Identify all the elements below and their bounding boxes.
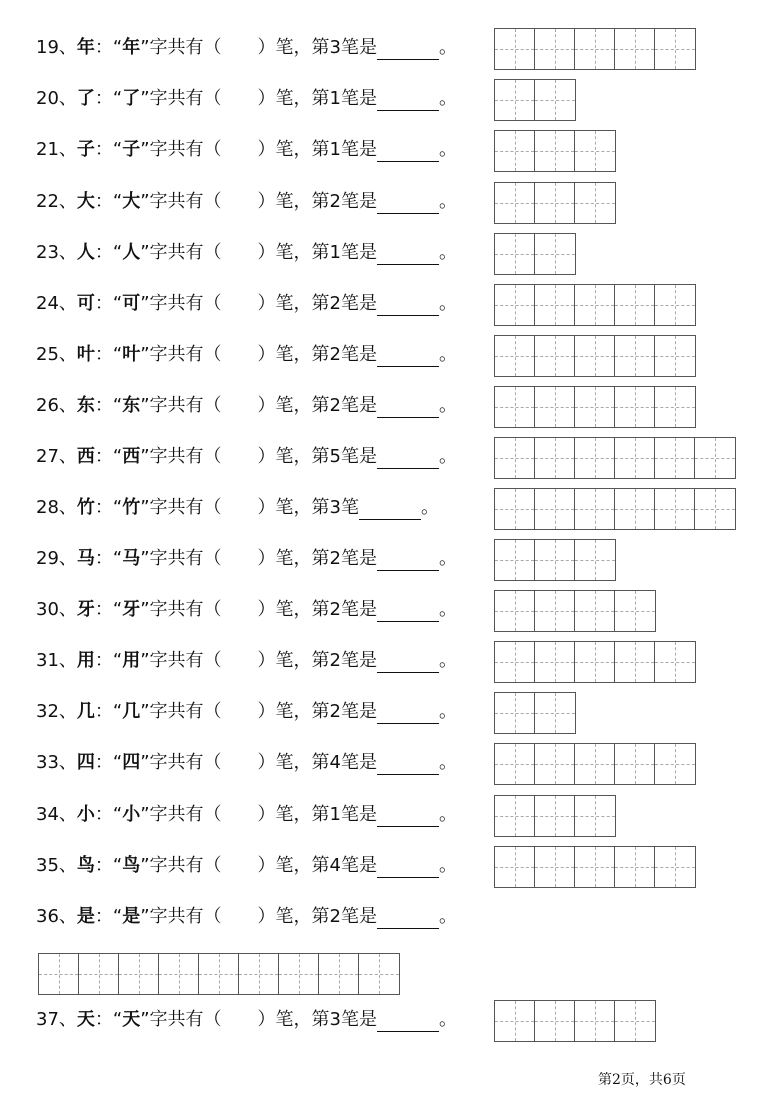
- punct-end: 。: [439, 293, 458, 314]
- grid-cell[interactable]: [615, 591, 655, 631]
- answer-blank[interactable]: [377, 246, 439, 265]
- question-prompt: ”字共有（ ）笔，第1笔是: [140, 804, 378, 825]
- question-text: [36, 751, 457, 775]
- punct: ：“: [94, 650, 123, 671]
- quoted-char: 马: [122, 548, 141, 569]
- question-row: [0, 130, 780, 170]
- question-text: [36, 854, 457, 878]
- question-prompt: ”字共有（ ）笔，第4笔是: [140, 752, 378, 773]
- question-number: 28、: [36, 497, 77, 518]
- grid-cell[interactable]: [575, 131, 615, 171]
- question-char: 几: [76, 701, 95, 722]
- question-row: [0, 590, 780, 630]
- grid-cell[interactable]: [575, 642, 615, 682]
- punct: ：“: [94, 1009, 123, 1030]
- quoted-char: 几: [122, 701, 141, 722]
- question-prompt: ”字共有（ ）笔，第5笔是: [140, 446, 378, 467]
- question-char: 牙: [76, 599, 95, 620]
- writing-grid[interactable]: [494, 335, 696, 377]
- question-row: [0, 233, 780, 273]
- writing-grid[interactable]: [494, 846, 696, 888]
- answer-blank[interactable]: [377, 603, 439, 622]
- question-text: [36, 241, 457, 265]
- writing-grid[interactable]: [494, 130, 616, 172]
- punct: ：“: [94, 344, 123, 365]
- question-char: 东: [76, 395, 95, 416]
- punct: ：“: [94, 701, 123, 722]
- question-prompt: ”字共有（ ）笔，第2笔是: [140, 191, 378, 212]
- question-text: [36, 343, 457, 367]
- question-prompt: ”字共有（ ）笔，第3笔: [140, 497, 360, 518]
- question-number: 20、: [36, 88, 77, 109]
- question-text: [36, 700, 457, 724]
- punct-end: 。: [439, 804, 458, 825]
- punct-end: 。: [439, 395, 458, 416]
- question-prompt: ”字共有（ ）笔，第2笔是: [140, 344, 378, 365]
- grid-cell[interactable]: [535, 29, 575, 69]
- quoted-char: 牙: [122, 599, 141, 620]
- writing-grid[interactable]: [494, 437, 736, 479]
- question-number: 19、: [36, 37, 77, 58]
- grid-cell[interactable]: [655, 438, 695, 478]
- writing-grid[interactable]: [494, 28, 696, 70]
- quoted-char: 鸟: [122, 855, 141, 876]
- question-number: 24、: [36, 293, 77, 314]
- grid-cell[interactable]: [575, 387, 615, 427]
- question-prompt: ”字共有（ ）笔，第2笔是: [140, 395, 378, 416]
- grid-cell[interactable]: [575, 540, 615, 580]
- question-number: 36、: [36, 906, 77, 927]
- question-text: [36, 496, 439, 520]
- quoted-char: 竹: [122, 497, 141, 518]
- quoted-char: 子: [122, 139, 141, 160]
- grid-cell[interactable]: [495, 131, 535, 171]
- grid-cell[interactable]: [535, 693, 575, 733]
- grid-cell[interactable]: [615, 29, 655, 69]
- grid-cell[interactable]: [575, 183, 615, 223]
- question-row: [0, 182, 780, 222]
- punct-end: 。: [439, 599, 458, 620]
- writing-grid[interactable]: [38, 953, 400, 995]
- answer-blank[interactable]: [377, 143, 439, 162]
- punct: ：“: [94, 497, 123, 518]
- grid-cell[interactable]: [655, 29, 695, 69]
- quoted-char: 是: [122, 906, 141, 927]
- grid-cell[interactable]: [535, 183, 575, 223]
- grid-cell[interactable]: [615, 642, 655, 682]
- punct-end: 。: [439, 446, 458, 467]
- grid-cell[interactable]: [495, 744, 535, 784]
- question-char: 是: [76, 906, 95, 927]
- answer-blank[interactable]: [377, 41, 439, 60]
- question-char: 四: [76, 752, 95, 773]
- grid-cell[interactable]: [495, 80, 535, 120]
- grid-cell[interactable]: [575, 591, 615, 631]
- grid-cell[interactable]: [615, 847, 655, 887]
- question-prompt: ”字共有（ ）笔，第3笔是: [140, 1009, 378, 1030]
- question-prompt: ”字共有（ ）笔，第1笔是: [140, 139, 378, 160]
- quoted-char: 西: [122, 446, 141, 467]
- grid-cell[interactable]: [279, 954, 319, 994]
- grid-cell[interactable]: [615, 489, 655, 529]
- grid-cell[interactable]: [79, 954, 119, 994]
- answer-blank[interactable]: [377, 654, 439, 673]
- grid-cell[interactable]: [655, 847, 695, 887]
- question-number: 22、: [36, 191, 77, 212]
- question-text: [36, 292, 457, 316]
- writing-grid[interactable]: [494, 386, 696, 428]
- grid-cell[interactable]: [359, 954, 399, 994]
- answer-blank[interactable]: [377, 450, 439, 469]
- punct: ：“: [94, 599, 123, 620]
- punct-end: 。: [439, 88, 458, 109]
- grid-cell[interactable]: [615, 285, 655, 325]
- question-char: 小: [76, 804, 95, 825]
- grid-cell[interactable]: [535, 80, 575, 120]
- punct-end: 。: [439, 191, 458, 212]
- grid-cell[interactable]: [495, 387, 535, 427]
- writing-grid[interactable]: [494, 590, 656, 632]
- punct-end: 。: [439, 855, 458, 876]
- question-char: 大: [76, 191, 95, 212]
- question-text: [36, 138, 457, 162]
- question-number: 26、: [36, 395, 77, 416]
- grid-cell[interactable]: [535, 489, 575, 529]
- question-prompt: ”字共有（ ）笔，第1笔是: [140, 242, 378, 263]
- question-prompt: ”字共有（ ）笔，第2笔是: [140, 701, 378, 722]
- punct-end: 。: [439, 139, 458, 160]
- question-prompt: ”字共有（ ）笔，第2笔是: [140, 650, 378, 671]
- grid-cell[interactable]: [695, 438, 735, 478]
- grid-cell[interactable]: [575, 285, 615, 325]
- question-char: 叶: [76, 344, 95, 365]
- question-number: 30、: [36, 599, 77, 620]
- answer-blank[interactable]: [377, 808, 439, 827]
- question-row: [0, 692, 780, 732]
- quoted-char: 可: [122, 293, 141, 314]
- grid-cell[interactable]: [495, 591, 535, 631]
- question-char: 鸟: [76, 855, 95, 876]
- page-footer: 第2页，共6页: [598, 1072, 686, 1088]
- question-number: 21、: [36, 139, 77, 160]
- grid-cell[interactable]: [575, 796, 615, 836]
- quoted-char: 年: [122, 37, 141, 58]
- grid-cell[interactable]: [495, 847, 535, 887]
- question-number: 29、: [36, 548, 77, 569]
- question-text: [36, 87, 457, 111]
- punct-end: 。: [421, 497, 440, 518]
- punct: ：“: [94, 88, 123, 109]
- grid-cell[interactable]: [239, 954, 279, 994]
- quoted-char: 了: [122, 88, 141, 109]
- punct: ：“: [94, 548, 123, 569]
- question-number: 31、: [36, 650, 77, 671]
- grid-cell[interactable]: [535, 336, 575, 376]
- answer-blank[interactable]: [377, 399, 439, 418]
- question-number: 37、: [36, 1009, 77, 1030]
- grid-cell[interactable]: [495, 693, 535, 733]
- grid-cell[interactable]: [495, 285, 535, 325]
- grid-cell[interactable]: [575, 847, 615, 887]
- punct: ：“: [94, 855, 123, 876]
- grid-cell[interactable]: [535, 540, 575, 580]
- grid-cell[interactable]: [655, 489, 695, 529]
- question-text: [36, 394, 457, 418]
- punct-end: 。: [439, 344, 458, 365]
- answer-blank[interactable]: [377, 297, 439, 316]
- question-char: 用: [76, 650, 95, 671]
- grid-cell[interactable]: [575, 336, 615, 376]
- grid-cell[interactable]: [495, 642, 535, 682]
- grid-cell[interactable]: [119, 954, 159, 994]
- punct-end: 。: [439, 548, 458, 569]
- question-number: 27、: [36, 446, 77, 467]
- question-char: 可: [76, 293, 95, 314]
- question-text: [36, 36, 457, 60]
- question-number: 33、: [36, 752, 77, 773]
- question-text: [36, 905, 457, 929]
- grid-cell[interactable]: [535, 796, 575, 836]
- grid-cell[interactable]: [495, 438, 535, 478]
- answer-blank[interactable]: [377, 910, 439, 929]
- question-prompt: ”字共有（ ）笔，第2笔是: [140, 293, 378, 314]
- grid-cell[interactable]: [199, 954, 239, 994]
- punct-end: 。: [439, 906, 458, 927]
- question-char: 了: [76, 88, 95, 109]
- punct: ：“: [94, 293, 123, 314]
- writing-grid[interactable]: [494, 79, 576, 121]
- answer-blank[interactable]: [377, 552, 439, 571]
- writing-grid[interactable]: [494, 795, 616, 837]
- quoted-char: 东: [122, 395, 141, 416]
- grid-cell[interactable]: [495, 234, 535, 274]
- answer-blank[interactable]: [377, 756, 439, 775]
- answer-blank[interactable]: [377, 348, 439, 367]
- question-prompt: ”字共有（ ）笔，第4笔是: [140, 855, 378, 876]
- question-text: [36, 445, 457, 469]
- writing-grid[interactable]: [494, 233, 576, 275]
- grid-cell[interactable]: [535, 1001, 575, 1041]
- grid-cell[interactable]: [615, 336, 655, 376]
- question-text: [36, 649, 457, 673]
- punct: ：“: [94, 906, 123, 927]
- grid-cell[interactable]: [535, 131, 575, 171]
- question-number: 32、: [36, 701, 77, 722]
- grid-cell[interactable]: [575, 29, 615, 69]
- question-row: [0, 539, 780, 579]
- question-char: 人: [76, 242, 95, 263]
- question-text: [36, 190, 457, 214]
- question-text: [36, 803, 457, 827]
- question-number: 25、: [36, 344, 77, 365]
- grid-cell[interactable]: [495, 183, 535, 223]
- punct: ：“: [94, 395, 123, 416]
- answer-blank[interactable]: [377, 195, 439, 214]
- question-row: [0, 897, 780, 937]
- writing-grid[interactable]: [494, 692, 576, 734]
- grid-cell[interactable]: [575, 438, 615, 478]
- grid-cell[interactable]: [319, 954, 359, 994]
- grid-cell[interactable]: [655, 336, 695, 376]
- writing-grid[interactable]: [494, 284, 696, 326]
- quoted-char: 大: [122, 191, 141, 212]
- quoted-char: 叶: [122, 344, 141, 365]
- quoted-char: 用: [122, 650, 141, 671]
- writing-grid[interactable]: [494, 488, 736, 530]
- writing-grid[interactable]: [494, 641, 696, 683]
- question-prompt: ”字共有（ ）笔，第2笔是: [140, 548, 378, 569]
- question-number: 35、: [36, 855, 77, 876]
- grid-cell[interactable]: [655, 744, 695, 784]
- grid-cell[interactable]: [655, 285, 695, 325]
- question-text: [36, 598, 457, 622]
- question-prompt: ”字共有（ ）笔，第1笔是: [140, 88, 378, 109]
- grid-cell[interactable]: [495, 796, 535, 836]
- grid-cell[interactable]: [535, 847, 575, 887]
- quoted-char: 小: [122, 804, 141, 825]
- grid-cell[interactable]: [535, 438, 575, 478]
- grid-cell[interactable]: [495, 540, 535, 580]
- grid-cell[interactable]: [655, 387, 695, 427]
- grid-cell[interactable]: [495, 489, 535, 529]
- question-char: 年: [76, 37, 95, 58]
- punct-end: 。: [439, 1009, 458, 1030]
- punct: ：“: [94, 37, 123, 58]
- grid-cell[interactable]: [655, 642, 695, 682]
- question-char: 马: [76, 548, 95, 569]
- punct: ：“: [94, 752, 123, 773]
- grid-cell[interactable]: [495, 1001, 535, 1041]
- question-number: 34、: [36, 804, 77, 825]
- grid-cell[interactable]: [535, 234, 575, 274]
- punct: ：“: [94, 242, 123, 263]
- grid-cell[interactable]: [535, 591, 575, 631]
- grid-cell[interactable]: [575, 1001, 615, 1041]
- punct: ：“: [94, 191, 123, 212]
- answer-blank[interactable]: [377, 1013, 439, 1032]
- punct: ：“: [94, 139, 123, 160]
- grid-cell[interactable]: [535, 642, 575, 682]
- question-row: [0, 79, 780, 119]
- grid-cell[interactable]: [615, 438, 655, 478]
- writing-grid[interactable]: [494, 1000, 656, 1042]
- grid-cell[interactable]: [39, 954, 79, 994]
- answer-blank[interactable]: [377, 705, 439, 724]
- grid-cell[interactable]: [615, 744, 655, 784]
- grid-cell[interactable]: [615, 1001, 655, 1041]
- grid-cell[interactable]: [575, 744, 615, 784]
- grid-cell[interactable]: [575, 489, 615, 529]
- punct: ：“: [94, 804, 123, 825]
- punct-end: 。: [439, 650, 458, 671]
- question-prompt: ”字共有（ ）笔，第2笔是: [140, 599, 378, 620]
- question-text: [36, 1008, 457, 1032]
- grid-cell[interactable]: [535, 387, 575, 427]
- punct-end: 。: [439, 37, 458, 58]
- grid-cell[interactable]: [535, 285, 575, 325]
- question-text: [36, 547, 457, 571]
- writing-grid[interactable]: [494, 182, 616, 224]
- grid-cell[interactable]: [159, 954, 199, 994]
- punct-end: 。: [439, 701, 458, 722]
- punct-end: 。: [439, 752, 458, 773]
- question-number: 23、: [36, 242, 77, 263]
- question-char: 竹: [76, 497, 95, 518]
- quoted-char: 四: [122, 752, 141, 773]
- question-prompt: ”字共有（ ）笔，第2笔是: [140, 906, 378, 927]
- writing-grid[interactable]: [494, 539, 616, 581]
- writing-grid[interactable]: [494, 743, 696, 785]
- punct-end: 。: [439, 242, 458, 263]
- grid-cell[interactable]: [495, 29, 535, 69]
- quoted-char: 天: [122, 1009, 141, 1030]
- answer-blank[interactable]: [377, 92, 439, 111]
- quoted-char: 人: [122, 242, 141, 263]
- grid-cell[interactable]: [695, 489, 735, 529]
- grid-cell[interactable]: [495, 336, 535, 376]
- punct: ：“: [94, 446, 123, 467]
- question-char: 西: [76, 446, 95, 467]
- question-row: [0, 1000, 780, 1040]
- question-prompt: ”字共有（ ）笔，第3笔是: [140, 37, 378, 58]
- question-row: [0, 795, 780, 835]
- answer-blank[interactable]: [359, 501, 421, 520]
- question-char: 天: [76, 1009, 95, 1030]
- grid-cell[interactable]: [615, 387, 655, 427]
- grid-cell[interactable]: [535, 744, 575, 784]
- question-char: 子: [76, 139, 95, 160]
- answer-blank[interactable]: [377, 859, 439, 878]
